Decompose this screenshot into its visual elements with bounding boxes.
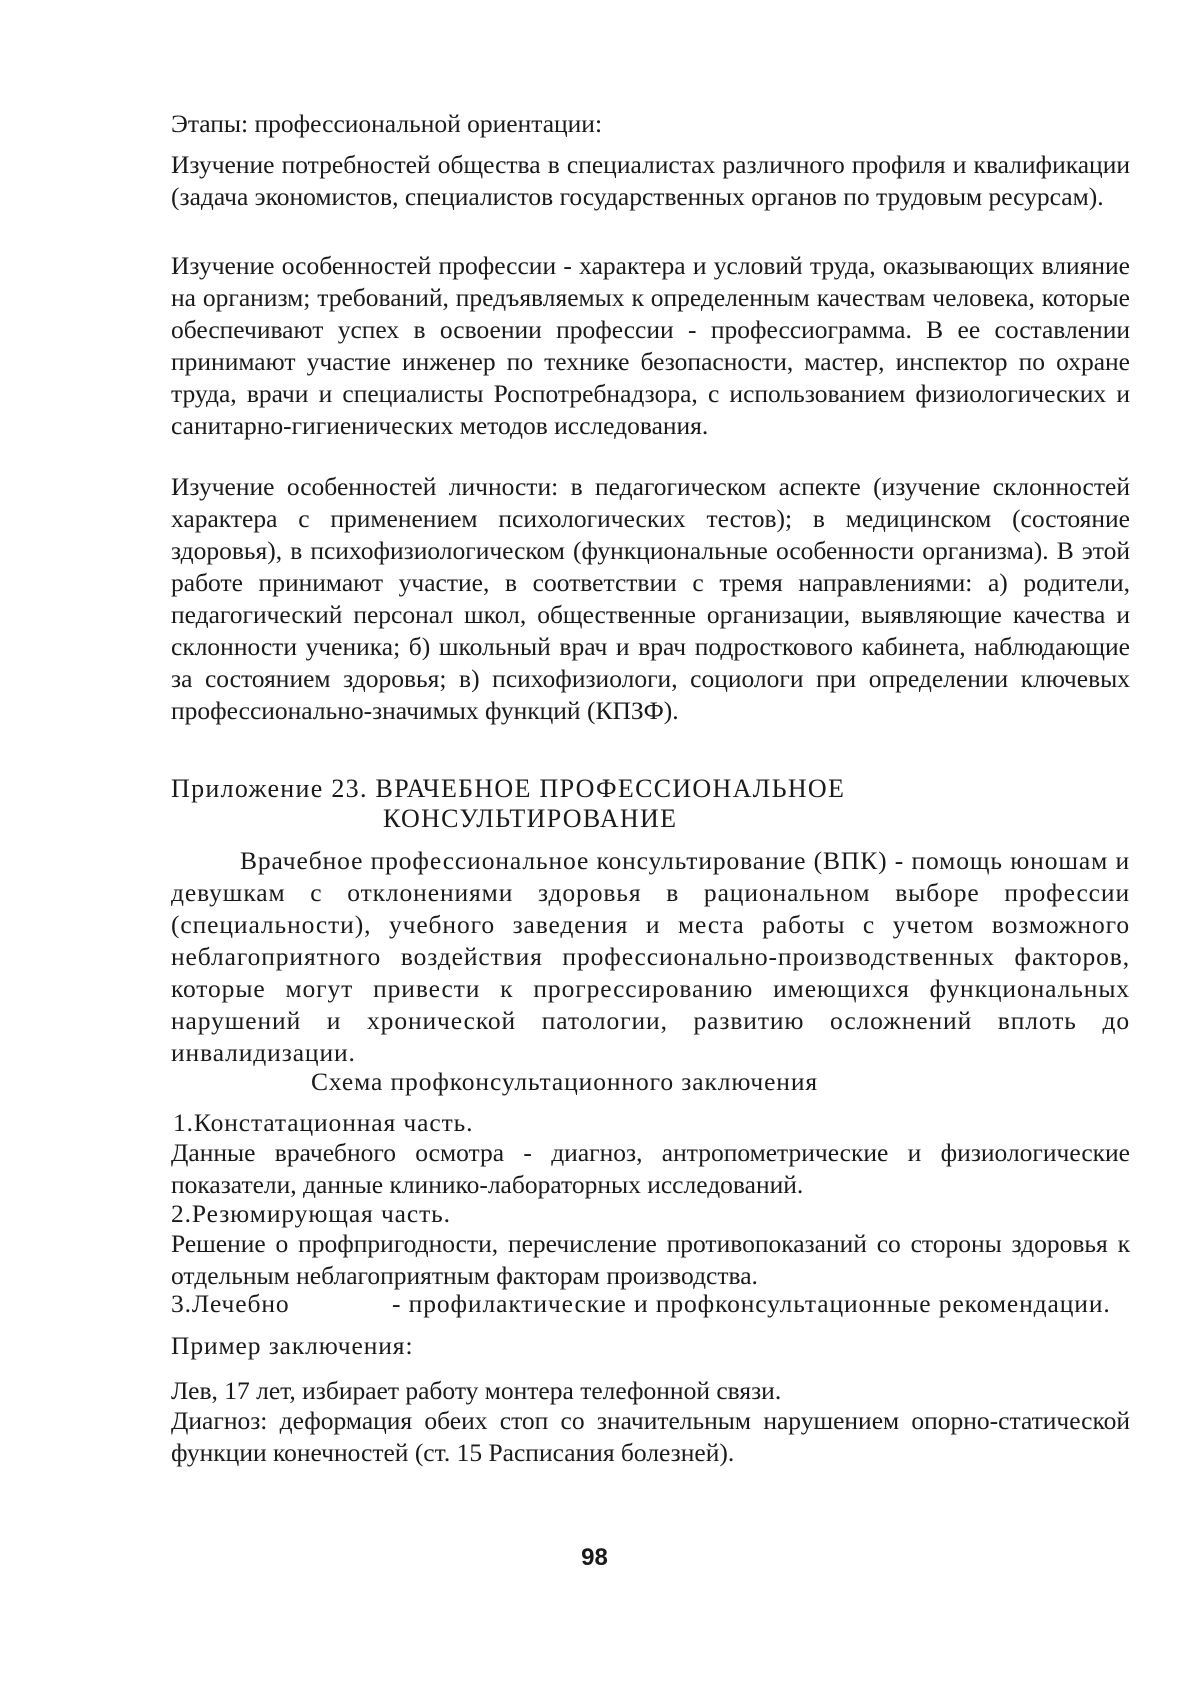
paragraph-vpk-definition: Врачебное профессиональное консультирование (ВПК) - помощь юношам и девушкам с отклонениями здоровья в рациональном выборе профессии (специальности), учебного заведения и места работы с учетом возможного неблагоприятного воздействия профессионально-производственных факторов, которые могут привести к прогрессированию имеющихся функциональных нарушений и хронической патологии, развитию осложнений вплоть до инвалидизации.: [171, 846, 1130, 1067]
scheme-title: Схема профконсультационного заключения: [311, 1067, 819, 1096]
stages-heading: Этапы: профессиональной ориентации:: [171, 109, 603, 138]
paragraph-personality-features: Изучение особенностей личности: в педагогическом аспекте (изучение склонностей характера с применением психологических тестов); в медицинском (состояние здоровья), в психофизиологическом (функциональные особенности организма). В этой работе принимают участие, в соответствии с тремя направлениями: а) родители, педагогический персонал школ, общественные организации, выявляющие качества и склонности ученика; б) школьный врач и врач подросткового кабинета, наблюдающие за состоянием здоровья; в) психофизиологи, социологи при определении ключевых профессионально-значимых функций (КПЗФ).: [171, 472, 1130, 725]
scheme-item1-title: 1.Констатационная часть.: [173, 1108, 474, 1137]
example-line1: Лев, 17 лет, избирает работу монтера телефонной связи.: [171, 1376, 782, 1405]
appendix-title-line2: КОНСУЛЬТИРОВАНИЕ: [383, 804, 678, 833]
example-title: Пример заключения:: [171, 1331, 414, 1360]
scheme-item3-title: 3.Лечебно: [171, 1289, 290, 1318]
scheme-item2-text: Решение о профпригодности, перечисление противопоказаний со стороны здоровья к отдельным неблагоприятным факторам производства.: [171, 1229, 1130, 1290]
appendix-title-line1: Приложение 23. ВРАЧЕБНОЕ ПРОФЕССИОНАЛЬНОЕ: [171, 774, 846, 803]
paragraph-society-needs: Изучение потребностей общества в специалистах различного профиля и квалификации (задача экономистов, специалистов государственных органов по трудовым ресурсам).: [171, 150, 1130, 211]
scheme-item2-title: 2.Резюмирующая часть.: [171, 1199, 451, 1228]
page-number: 98: [581, 1544, 608, 1571]
scheme-item1-text: Данные врачебного осмотра - диагноз, антропометрические и физиологические показатели, данные клинико-лабораторных исследований.: [171, 1138, 1130, 1199]
scheme-item3-text: - профилактические и профконсультационные рекомендации.: [392, 1289, 1111, 1318]
paragraph-profession-features: Изучение особенностей профессии - характера и условий труда, оказывающих влияние на организм; требований, предъявляемых к определенным качествам человека, которые обеспечивают успех в освоении профессии - профессиограмма. В ее составлении принимают участие инженер по технике безопасности, мастер, инспектор по охране труда, врачи и специалисты Роспотребнадзора, с использованием физиологических и санитарно-гигиенических методов исследования.: [171, 251, 1130, 440]
example-diagnosis: Диагноз: деформация обеих стоп со значительным нарушением опорно-статической функции конечностей (ст. 15 Расписания болезней).: [171, 1406, 1130, 1467]
